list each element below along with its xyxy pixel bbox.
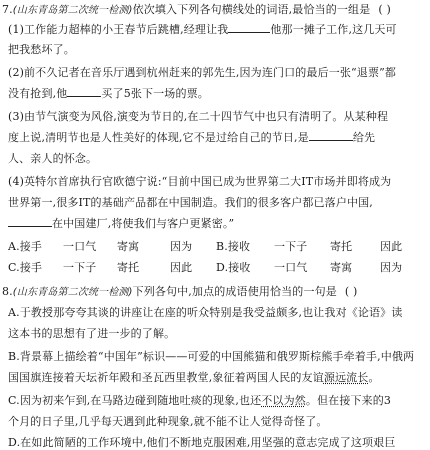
q7-option-c-word-2: 一下子	[63, 261, 97, 274]
q7-sentence-2-line-1	[8, 66, 430, 80]
q7-options-row-cd	[8, 261, 430, 275]
q7-sentence-4-line-1	[8, 175, 430, 189]
q7-blank-4	[8, 226, 52, 227]
q7-option-b-word-3: 寄托	[330, 240, 353, 253]
q8-option-b-line-2	[8, 371, 430, 385]
q7-s4-text-b: 世界第一,很多IT的基础产品都在中国制造。我们的很多客户都已落户中国,	[8, 196, 373, 209]
q7-s3-text-d: 人、亲人的怀念。	[8, 152, 98, 165]
q7-blank-2	[67, 96, 101, 97]
q7-option-b-word-2: 一下子	[274, 240, 308, 253]
q7-option-d-label: D.接收	[216, 261, 251, 274]
q7-sentence-4-line-2	[8, 196, 430, 210]
q7-answer-paren: ( )	[378, 3, 391, 16]
q8-c-text-b: 个月的日子里,几乎每天遇到此种现象,就不能不让人觉得奇怪了。	[8, 415, 328, 428]
q7-s1-text-b: 他那一摊子工作,这几天可	[270, 23, 397, 36]
q8-header	[2, 285, 430, 300]
q7-option-d-word-3: 寄寓	[330, 261, 353, 274]
q7-s2-text-c: 买了5张下一场的票。	[101, 87, 209, 100]
q8-a-text: A.于教授那夸夸其谈的讲座让在座的听众特别是我受益颇多,也让我对《论语》读	[8, 306, 403, 319]
q7-s3-text-a: (3)由节气演变为风俗,演变为节日的,在二十四节气中也只有清明了。从某种程	[8, 110, 389, 123]
q8-answer-paren: ( )	[344, 285, 358, 298]
q7-blank-3	[309, 140, 353, 141]
q7-option-a-label: A.接手	[8, 240, 43, 253]
q7-option-c-word-4: 因此	[170, 261, 193, 274]
q7-option-b-word-4: 因此	[380, 240, 403, 253]
q8-c-dotted-idiom: 不以为然	[261, 394, 306, 407]
q7-option-c-label: C.接手	[8, 261, 43, 274]
q7-option-a-word-3: 寄寓	[117, 240, 140, 253]
q8-stem: 下列各句中,加点的成语使用恰当的一句是	[132, 285, 337, 298]
q7-sentence-3-line-2	[8, 131, 430, 145]
q8-option-c-line-1	[8, 394, 430, 408]
q7-option-d-word-2: 一口气	[274, 261, 308, 274]
q8-option-b-line-1	[8, 350, 430, 364]
q7-s1-text-a: (1)工作能力超棒的小王春节后跳槽,经理让我	[8, 23, 229, 36]
q7-number: 7.	[2, 3, 13, 16]
q7-s3-text-c: 给先	[352, 131, 376, 144]
q7-sentence-3-line-1	[8, 110, 430, 124]
q8-option-a-line-1	[8, 306, 430, 320]
q7-sentence-2-line-2	[8, 87, 430, 101]
q7-sentence-4-line-3	[8, 217, 430, 231]
q7-s3-text-b: 度上说,清明节也是人性美好的体现,它不是过给自己的节日,是	[8, 131, 309, 144]
q8-b-text-end: 。	[368, 371, 380, 384]
q8-c-text-a2: 。但在接下来的3	[305, 394, 392, 407]
q7-stem: 依次填入下列各句横线处的词语,最恰当的一组是	[132, 3, 371, 16]
q7-source: (山东青岛第二次统一检测)	[12, 5, 133, 16]
q7-sentence-3-line-3	[8, 152, 430, 166]
q7-option-a-word-2: 一口气	[63, 240, 97, 253]
q7-s4-text-a: (4)英特尔首席执行官欧德宁说:“目前中国已成为世界第二大IT市场并即将成为	[8, 175, 392, 188]
q8-source: (山东青岛第二次统一检测)	[12, 287, 133, 298]
q8-b-dotted-idiom: 源远流长	[323, 371, 369, 384]
q8-a-text-b: 这本书的思想有了进一步的了解。	[8, 327, 176, 340]
q8-b-text-a: B.背景幕上描绘着“中国年”标识——可爱的中国熊猫和俄罗斯棕熊手牵着手,中俄两	[8, 350, 415, 363]
q7-s2-text-a: (2)前不久记者在音乐厅遇到杭州赶来的郭先生,因为连门口的最后一张“退票”都	[8, 66, 397, 79]
q7-option-a-word-4: 因为	[170, 240, 193, 253]
q7-blank-1	[228, 32, 270, 33]
q8-option-d-line-1	[8, 436, 430, 450]
q7-header	[2, 3, 430, 18]
q8-c-text-a: C.因为初来乍到,在马路边碰到随地吐痰的现象,也还	[8, 394, 262, 407]
q7-sentence-1-line-1	[8, 23, 430, 37]
q7-option-c-word-3: 寄托	[117, 261, 140, 274]
q8-option-c-line-2	[8, 415, 430, 429]
q8-b-text-b: 国国旗连接着天坛祈年殿和圣瓦西里教堂,象征着两国人民的友谊	[8, 371, 324, 384]
q7-s4-text-c: 在中国建厂,将使我们与客户更紧密。”	[52, 217, 235, 230]
q7-options-row-ab	[8, 240, 430, 254]
q8-number: 8.	[2, 285, 13, 298]
q7-s2-text-b: 没有抢到,他	[8, 87, 68, 100]
q7-sentence-1-line-2	[8, 43, 430, 57]
q7-s1-text-c: 把我愁坏了。	[8, 43, 75, 56]
q7-option-d-word-4: 因为	[380, 261, 403, 274]
q8-option-a-line-2	[8, 327, 430, 341]
q7-option-b-label: B.接收	[216, 240, 251, 253]
q8-d-text-a: D.在如此简陋的工作环境中,他们不断地克服困难,用坚强的意志完成了这项艰巨	[8, 436, 396, 449]
